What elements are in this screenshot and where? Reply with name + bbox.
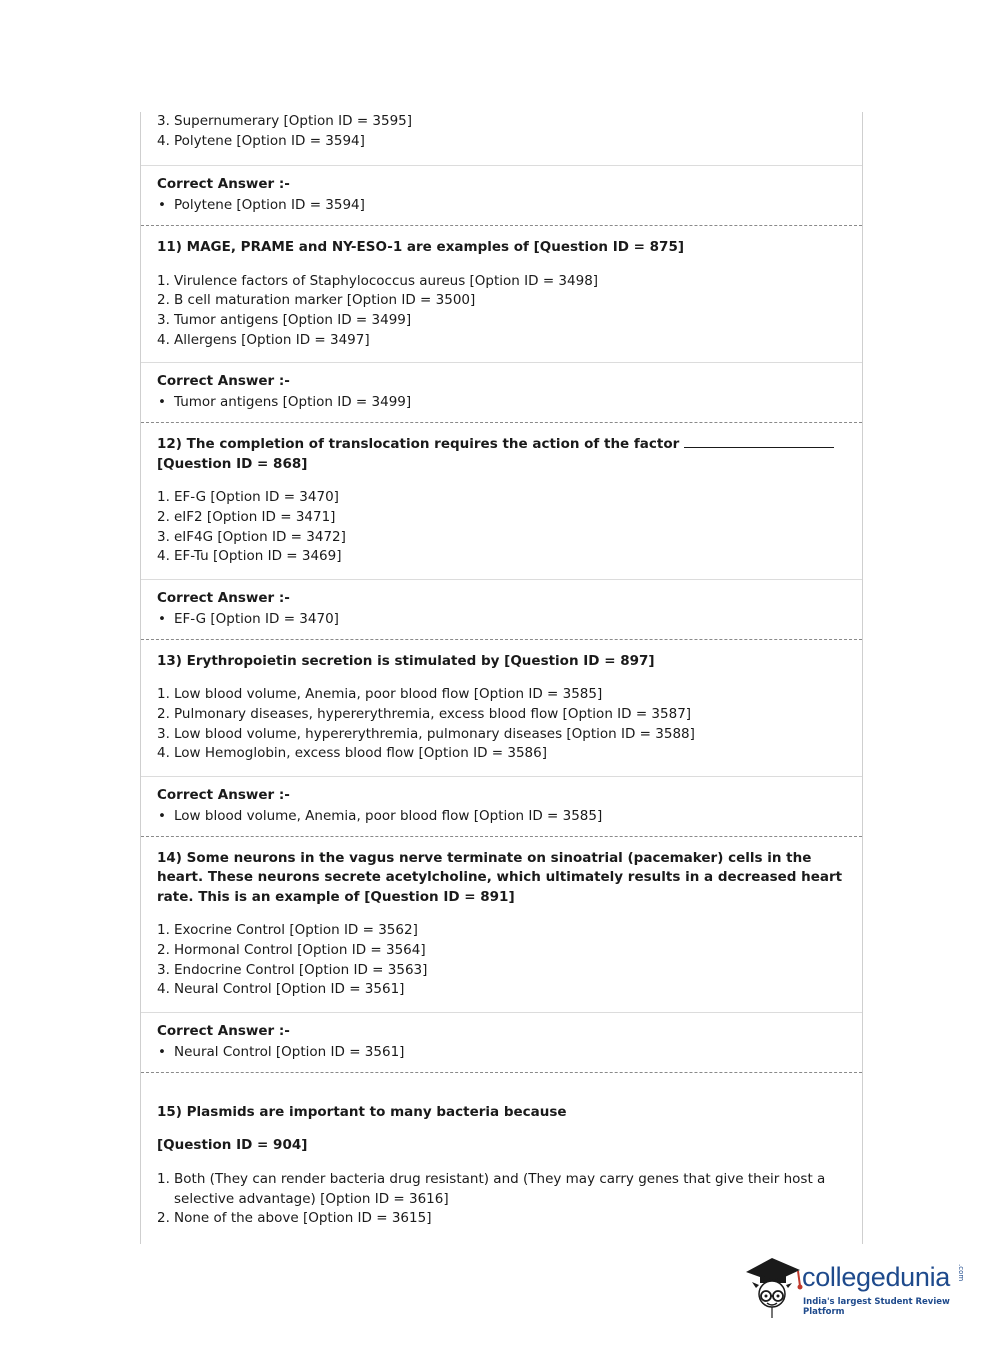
correct-answer-item: • Low blood volume, Anemia, poor blood flow [Option ID = 3585] (158, 807, 603, 824)
correct-answer-item: • Tumor antigens [Option ID = 3499] (158, 394, 412, 411)
option-item: 2. None of the above [Option ID = 3615] (157, 1210, 432, 1227)
question-12 (141, 423, 862, 579)
option-item: 1. EF-G [Option ID = 3470] (157, 489, 339, 506)
correct-answer-block (141, 776, 862, 837)
question-13 (141, 640, 862, 776)
question-15 (141, 1073, 862, 1241)
question-id: [Question ID = 904] (157, 1137, 308, 1154)
correct-answer-label: Correct Answer :- (157, 786, 290, 803)
question-text: 11) MAGE, PRAME and NY-ESO-1 are examples of [Question ID = 875] (157, 239, 685, 256)
option-item: 4. Allergens [Option ID = 3497] (157, 331, 370, 348)
options-list (157, 488, 846, 578)
options-list (157, 921, 846, 1011)
options-list (157, 112, 846, 165)
student-mascot-icon (742, 1250, 804, 1320)
correct-answer-block (141, 165, 862, 226)
option-item: 4. Polytene [Option ID = 3594] (157, 132, 365, 149)
question-paper-page (140, 112, 863, 1244)
option-item: 1. Both (They can render bacteria drug resistant) and (They may carry genes that give their host a selective advantage) [Option ID = 3616] (157, 1171, 826, 1207)
correct-answer-label: Correct Answer :- (157, 589, 290, 606)
question-10-continuation (141, 112, 862, 165)
option-item: 2. Pulmonary diseases, hypererythremia, excess blood flow [Option ID = 3587] (157, 705, 692, 722)
question-text: 15) Plasmids are important to many bacteria because (157, 1103, 567, 1120)
option-item: 4. Neural Control [Option ID = 3561] (157, 981, 405, 998)
options-list (157, 272, 846, 362)
option-item: 1. Low blood volume, Anemia, poor blood flow [Option ID = 3585] (157, 686, 603, 703)
logo-wordmark: collegedunia (802, 1262, 951, 1292)
correct-answer-block (141, 1012, 862, 1073)
option-item: 4. EF-Tu [Option ID = 3469] (157, 548, 342, 565)
correct-answer-label: Correct Answer :- (157, 176, 290, 193)
correct-answer-block (141, 362, 862, 423)
question-text: 12) The completion of translocation requires the action of the factor [Question ID = 868] (157, 435, 846, 474)
options-list (157, 685, 846, 775)
option-item: 1. Exocrine Control [Option ID = 3562] (157, 922, 418, 939)
correct-answer-label: Correct Answer :- (157, 1022, 290, 1039)
logo-com: .com (957, 1264, 965, 1282)
correct-answer-block (141, 579, 862, 640)
option-item: 3. Tumor antigens [Option ID = 3499] (157, 311, 412, 328)
option-item: 3. eIF4G [Option ID = 3472] (157, 528, 346, 545)
question-text: 14) Some neurons in the vagus nerve terminate on sinoatrial (pacemaker) cells in the heart. These neurons secrete acetylcholine, which ultimately results in a decreased heart rate. This is an example of [Question ID = 891] (157, 849, 843, 905)
question-14 (141, 837, 862, 1012)
question-text: 13) Erythropoietin secretion is stimulated by [Question ID = 897] (157, 652, 655, 669)
correct-answer-item: • Polytene [Option ID = 3594] (158, 197, 365, 214)
fill-in-blank (684, 435, 834, 448)
option-item: 1. Virulence factors of Staphylococcus aureus [Option ID = 3498] (157, 272, 599, 289)
option-item: 4. Low Hemoglobin, excess blood flow [Option ID = 3586] (157, 745, 547, 762)
option-item: 3. Low blood volume, hypererythremia, pulmonary diseases [Option ID = 3588] (157, 725, 695, 742)
option-item: 3. Endocrine Control [Option ID = 3563] (157, 961, 428, 978)
option-item: 2. Hormonal Control [Option ID = 3564] (157, 942, 426, 959)
correct-answer-label: Correct Answer :- (157, 373, 290, 390)
logo-tagline: India's largest Student Review Platform (803, 1297, 950, 1317)
options-list (157, 1170, 846, 1241)
option-item: 2. B cell maturation marker [Option ID = 3500] (157, 292, 476, 309)
correct-answer-item: • EF-G [Option ID = 3470] (158, 610, 339, 627)
option-item: 3. Supernumerary [Option ID = 3595] (157, 113, 413, 129)
correct-answer-item: • Neural Control [Option ID = 3561] (158, 1043, 405, 1060)
option-item: 2. eIF2 [Option ID = 3471] (157, 508, 336, 525)
collegedunia-logo[interactable] (742, 1250, 972, 1320)
question-11 (141, 226, 862, 362)
